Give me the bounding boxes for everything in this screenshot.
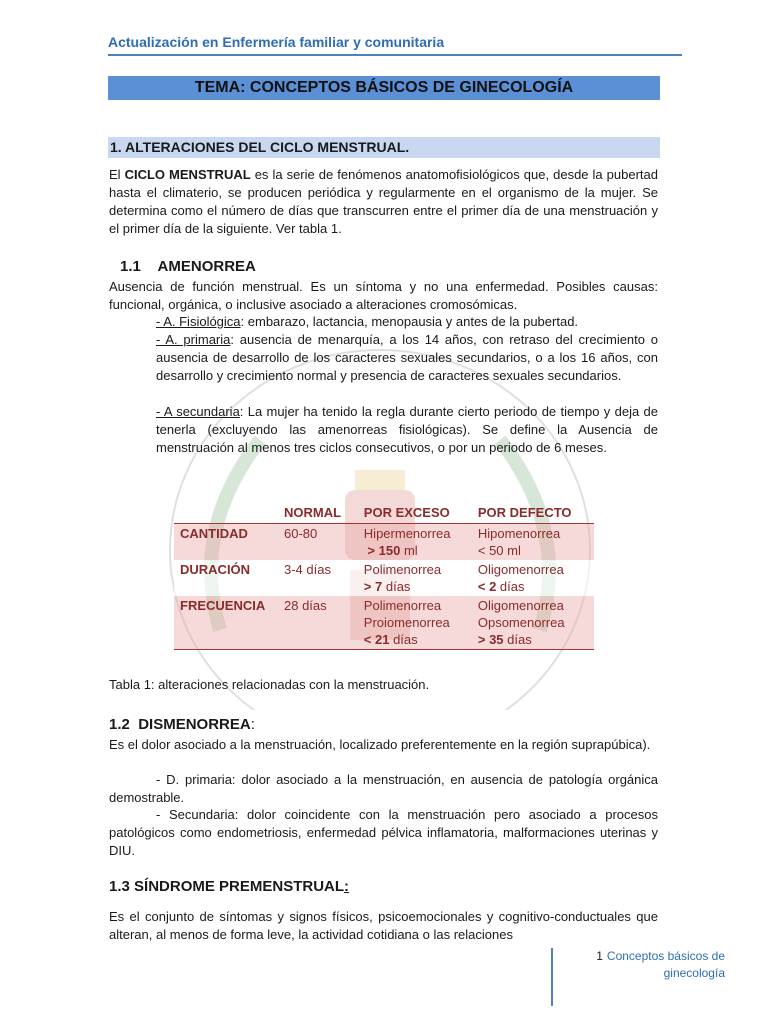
cell-normal: 3-4 días (278, 560, 358, 596)
cell-exceso (358, 560, 472, 596)
cell-line: Oligomenorrea (477, 562, 564, 577)
table-row (174, 524, 594, 561)
dismenorrea-item-secundaria: - Secundaria: dolor coincidente con la menstruación pero asociado a procesos patológicos como endometriosis, enfermedad pélvica inflamatoria, malformaciones uterinas y DIU. (109, 807, 658, 858)
cell-bold: > 35 (477, 632, 504, 647)
cell-line (364, 578, 466, 595)
footer-title-2: ginecología (663, 966, 725, 980)
item-text: : embarazo, lactancia, menopausia y antes de la pubertad. (240, 314, 579, 329)
cell-exceso (358, 596, 472, 650)
amenorrea-text: Ausencia de función menstrual. Es un síntoma y no una enfermedad. Posibles causas: funcional, orgánica, o inclusive asociado a alteraciones cromosómicas. (109, 279, 658, 312)
running-header: Actualización en Enfermería familiar y comunitaria (108, 34, 445, 50)
intro-bold: CICLO MENSTRUAL (124, 167, 251, 182)
cell-unit: días (382, 579, 411, 594)
dismenorrea-colon: : (250, 716, 255, 733)
dismenorrea-text: Es el dolor asociado a la menstruación, localizado preferentemente en la región suprapúbica). (109, 737, 651, 752)
table-header: POR EXCESO (358, 502, 472, 524)
header-rule (108, 54, 682, 56)
cell-line: Polimenorrea (363, 598, 442, 613)
row-label: DURACIÓN (174, 560, 278, 596)
page-number: 1 (596, 949, 603, 963)
premenstrual-colon: : (344, 878, 350, 895)
table-header: POR DEFECTO (472, 502, 594, 524)
table-header-row (174, 502, 594, 524)
cell-bold: < 2 (477, 579, 497, 594)
intro-post: es la serie de fenómenos anatomofisiológicos que, desde la pubertad hasta el climaterio, se producen periódica y regularmente en el organismo de la mujer. Se determina como el número de días que transcurren entre el primer día de una menstruación y el primer día de la siguiente. Ver tabla 1. (109, 167, 659, 236)
cell-line (364, 542, 466, 559)
amenorrea-item-secundaria (156, 403, 658, 457)
table-caption: Tabla 1: alteraciones relacionadas con la menstruación. (109, 677, 430, 692)
cell-exceso (358, 524, 472, 561)
dismenorrea-num: 1.2 (109, 716, 130, 733)
item-label: - A secundaria (156, 404, 240, 419)
table-header (174, 502, 278, 524)
table-row (174, 596, 594, 650)
page-footer (560, 948, 725, 982)
item-label: - A. primaria (156, 332, 231, 347)
cell-line (478, 578, 588, 595)
amenorrea-item-fisiologica (156, 313, 658, 331)
footer-rule (551, 948, 553, 1006)
premenstrual-text: Es el conjunto de síntomas y signos físicos, psicoemocionales y cognitivo-conductuales que alteran, al menos de forma leve, la actividad cotidiana o las relaciones (109, 909, 658, 942)
row-label: CANTIDAD (174, 524, 278, 561)
premenstrual-heading (109, 878, 349, 895)
cell-line: Hipermenorrea (363, 526, 451, 541)
cell-bold: > 150 (367, 543, 401, 558)
cell-line: Hipomenorrea (477, 526, 561, 541)
dismenorrea-heading (109, 716, 255, 733)
cell-bold: > 7 (363, 579, 383, 594)
cell-unit: ml (400, 543, 418, 558)
dismenorrea-title: DISMENORREA (138, 716, 251, 733)
table-row (174, 560, 594, 596)
cell-line: < 50 ml (477, 543, 521, 558)
cell-line (364, 631, 466, 648)
cell-normal: 28 días (278, 596, 358, 650)
cell-defecto (472, 560, 594, 596)
amenorrea-title: AMENORREA (157, 258, 256, 275)
cell-line: Proiomenorrea (363, 615, 450, 630)
item-label: - A. Fisiológica (156, 314, 241, 329)
cell-bold: < 21 (363, 632, 390, 647)
amenorrea-heading (120, 258, 256, 275)
amenorrea-num: 1.1 (120, 258, 141, 275)
intro-pre: El (109, 167, 125, 182)
dismenorrea-item-primaria: - D. primaria: dolor asociado a la menstruación, en ausencia de patología orgánica demostrable. (109, 772, 658, 805)
footer-title-1: Conceptos básicos de (606, 949, 725, 963)
item-text: : La mujer ha tenido la regla durante cierto periodo de tiempo y deja de tenerla (excluyendo las amenorreas fisiológicas). Se define la Ausencia de menstruación al menos tres ciclos consecutivos, o por un periodo de 6 meses. (156, 404, 658, 455)
row-label: FRECUENCIA (174, 596, 278, 650)
item-text: : ausencia de menarquía, a los 14 años, con retraso del crecimiento o ausencia de desarrollo de los caracteres sexuales secundarios, o a los 16 años, con desarrollo y crecimiento normal y presencia de caracteres sexuales secundarios. (156, 332, 658, 383)
cell-line: Opsomenorrea (477, 615, 565, 630)
cell-line: Polimenorrea (363, 562, 442, 577)
cell-unit: días (389, 632, 418, 647)
menstrual-alterations-table (174, 502, 594, 650)
premenstrual-title: 1.3 SÍNDROME PREMENSTRUAL (109, 878, 345, 895)
cell-normal: 60-80 (278, 524, 358, 561)
table-header: NORMAL (278, 502, 358, 524)
cell-unit: días (503, 632, 532, 647)
section-heading: 1. ALTERACIONES DEL CICLO MENSTRUAL. (108, 137, 660, 158)
intro-paragraph (109, 166, 658, 238)
footer-line (560, 948, 725, 965)
amenorrea-item-primaria (156, 331, 658, 385)
cell-defecto (472, 524, 594, 561)
cell-defecto (472, 596, 594, 650)
cell-unit: días (496, 579, 525, 594)
page-title: TEMA: CONCEPTOS BÁSICOS DE GINECOLOGÍA (108, 76, 660, 100)
cell-line (478, 631, 588, 648)
cell-line: Oligomenorrea (477, 598, 564, 613)
